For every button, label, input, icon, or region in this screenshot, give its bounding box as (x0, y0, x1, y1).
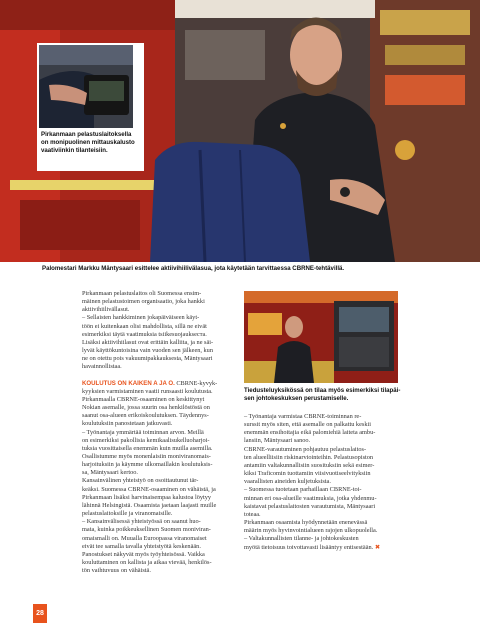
end-mark-icon: ✖ (374, 543, 381, 551)
text-line: Osallistumme myös monenlaisiin moniviranomais- (82, 452, 211, 460)
text-line: määrin myös hyvinvointialueen rajojen ulkopuolella. (244, 527, 378, 535)
subhead-continuation: CBRNE-kyvyk- (174, 379, 218, 387)
caption-line: sen johtokeskuksen perustamiselle. (244, 395, 349, 403)
text-line: esimerkiksi täytä vaatimuksia tsiikesuojaukseста. (82, 330, 207, 338)
text-line: – Työnantaja varmistaa CBRNE-toiminnan re- (244, 413, 362, 420)
text-line: enemmän ensihoitajia eikä palomiehiä laiteta ambu- (244, 429, 376, 437)
text-line: eivät tee samalla tavalla yhteistyötä keskenään. (82, 542, 201, 550)
text-line-final: myötä tietoisuus toivottavasti lisääntyy entisestään. (244, 543, 374, 551)
right-column (244, 413, 404, 552)
text-line: Panostukset näkyvät myös työyhteisössä. Vaikka (82, 550, 205, 558)
text-line: tön vaihtuvuus on vähäistä. (82, 567, 151, 575)
text-line: aktiivihiilivällasut. (82, 306, 130, 314)
text-line: minnan eri osa-alueille vaatimuksia, jotka yhdenmu- (244, 494, 377, 502)
command-unit-photo (244, 291, 398, 383)
hero-photo (0, 0, 480, 262)
inset-caption-line: on monipuolinen mittauskalusto (41, 139, 135, 147)
text-line: omaismalli on. Muualla Euroopassa viranomaiset (82, 534, 207, 542)
text-line: mäinen pelastustoimen organisaatio, joka hankki (82, 298, 205, 306)
text-line-last (244, 544, 404, 552)
text-line: Pirkanmaan lisäksi harvinaisempaa kalustoa löytyy (82, 493, 212, 501)
text-line: lansiin, Mäntysaari sanoo. (244, 437, 311, 445)
text-line: Lisäksi aktiivihiilasut ovat erittäin kalliita, ja ne säi- (82, 338, 214, 346)
left-column (82, 290, 232, 575)
hero-caption: Palomestari Markku Mäntysaari esittelee aktiivihiilivälasua, jota käytetään tarvittaessa CBRNE-tehtävillä. (42, 265, 345, 272)
text-line: keäksi. Suomessa CBRNE-osaaminen on vähäistä, ja (82, 485, 216, 493)
command-unit-photo-graphic (244, 291, 398, 383)
text-line: toteaa. (244, 510, 261, 518)
inset-photo (37, 43, 135, 130)
section-subhead: KOULUTUS ON KAIKEN A JA O. (82, 379, 175, 387)
inset-photo-graphic (39, 45, 135, 130)
text-line: tuksia vuosittaisella enemmän kuin muilla asemilla. (82, 444, 213, 452)
text-line: – Suomessa tuotetaan parhaillaan CBRNE-toi- (244, 486, 362, 494)
text-line: mata, kuinka poikkeuksellinen Suomen moniviran- (82, 526, 211, 534)
text-line: Pirkanmaalla CBRNE-osaaminen on keskittynyt (82, 395, 205, 403)
text-line: harjoituksiin ja käymme ulkomaillakin koulutuksis- (82, 461, 213, 469)
text-line: saanut osa-alueen erikoiskoulutuksen. Täydennys- (82, 412, 209, 420)
text-line: kouluttaminen on kallista ja aikaa vievää, henkilös- (82, 559, 212, 566)
text-line: koulutuksiin panostetaan jatkuvasti. (82, 420, 173, 428)
text-line: lyvät käyttökuntoisina vain vuoden sen jälkeen, kun (82, 347, 213, 355)
caption-line: Tiedusteluyksikössä on tilaa myös esimerkiksi tilapäi- (244, 387, 401, 394)
inset-caption-line: vaativiinkin tilanteisiin. (41, 147, 108, 155)
text-line: Pirkanmaan pelastuslaitos oli Suomessa ensim- (82, 290, 202, 297)
inset-caption-line: Pirkanmaan pelastuslaitoksella (41, 131, 132, 138)
page-number: 28 (33, 604, 47, 623)
text-line: kaistavat pelastuslaitosten varautumista, Mäntysaari (244, 502, 376, 510)
inset-caption (41, 131, 141, 156)
text-line: – Valtakunnallisten tilanne- ja johtokeskusten (244, 535, 359, 543)
text-line: lähinnä Helsingistä. Osaamista jaetaan laajasti muille (82, 501, 217, 509)
text-line: CBRNE-varautuminen pohjautuu pelastuslaitos- (244, 445, 367, 453)
text-line: vaarallisten aineiden kuljetuksista. (244, 478, 331, 486)
text-line: töön ei kuitenkaan olisi mahdollista, sillä ne eivät (82, 322, 207, 330)
text-line: Kansainvälinen yhteistyö on osoittautunut tär- (82, 477, 199, 485)
text-line: surssit myös siten, että asemalle on palkattu keskii (244, 421, 371, 429)
command-unit-caption (244, 387, 404, 403)
subhead-line (82, 380, 232, 388)
text-line: – Työnantaja ymmärtää toiminnan arvon. Meillä (82, 428, 204, 436)
text-line: on esimerkiksi pakollisia kemikaalisukelluoharjoi- (82, 436, 210, 444)
text-line: – Sellaisten hankkiminen jokapäiväiseen käyt- (82, 314, 200, 322)
text-line: – Kansainvälisessä yhteistyössä on saanut huo- (82, 518, 201, 526)
text-line: kiksi Traficomin tuottamiin viisivuotiseelvityksiin (244, 470, 371, 478)
text-line: sa, Mäntysaari kertoo. (82, 469, 138, 477)
text-line: havainnollistaa. (82, 363, 122, 371)
text-line: ne on otettu pois vakuumipakkauksesta, Mäntysaari (82, 355, 213, 363)
text-line: pelastuslaitoksille ja viranomaisille. (82, 510, 173, 518)
text-line: Nokian asemalle, jossa suurin osa henkilöstöstä on (82, 404, 210, 412)
text-line: Pirkanmaan osaamista hyödynnetään enenevässä (244, 519, 368, 527)
text-line: antamiin valtakunnallisiin suosituksiin sekä esimer- (244, 461, 375, 469)
text-line: ten alueelliisiin riskinarviointeihin. Pelastusopiston (244, 453, 374, 461)
text-line: kyyksien varmistaminen vaatii runsaasti koulutusta. (82, 387, 213, 395)
